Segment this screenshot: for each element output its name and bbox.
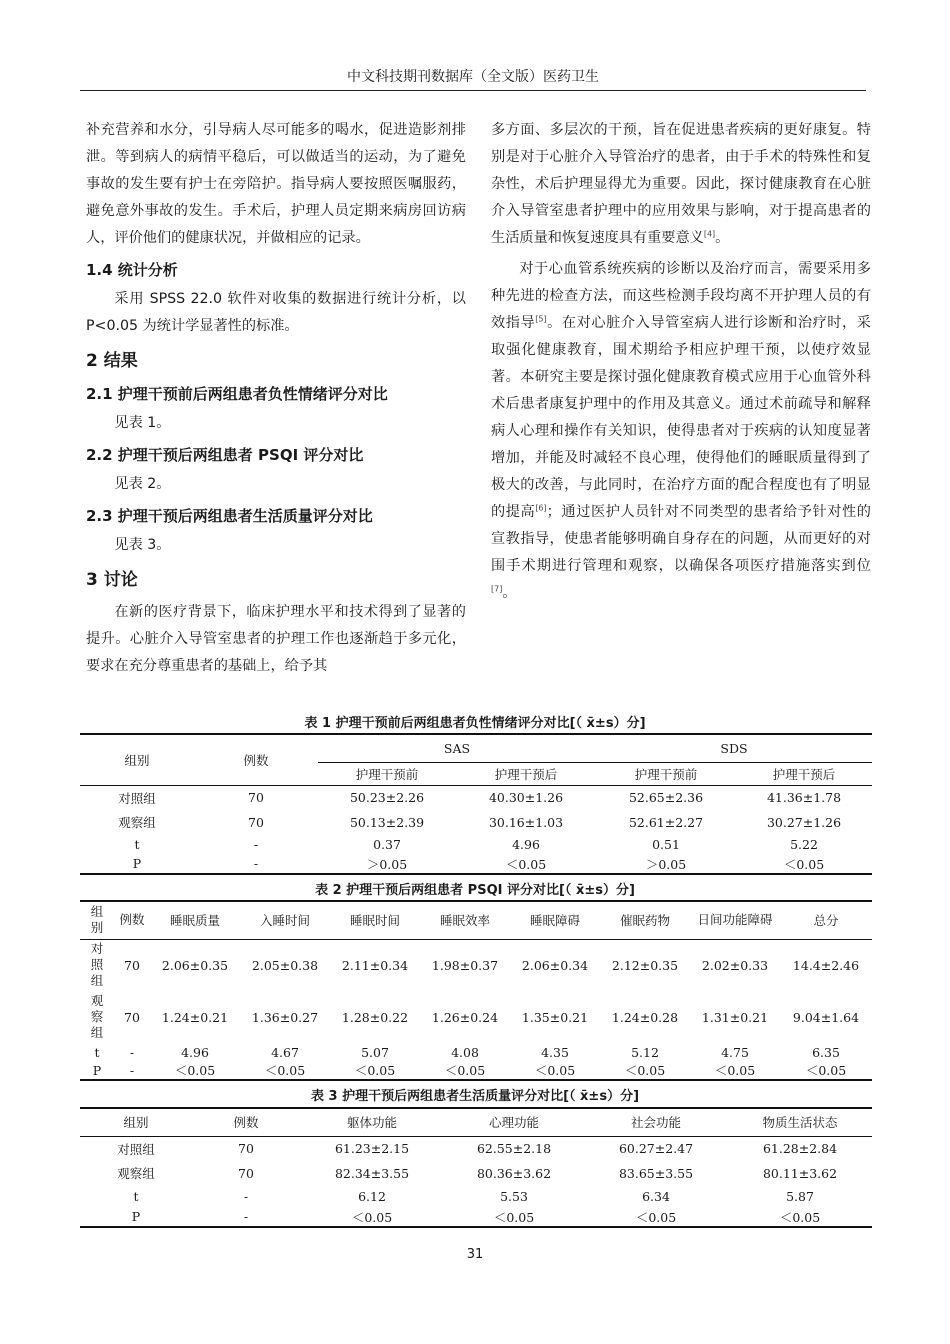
table-cell: 5.22 bbox=[790, 836, 818, 852]
table-cell: 4.08 bbox=[451, 1044, 479, 1060]
table2-header-cell: 睡眠效率 bbox=[439, 913, 490, 929]
table-cell: ＜0.05 bbox=[779, 1209, 821, 1225]
table-cell: 40.30±1.26 bbox=[488, 790, 564, 806]
table-row bbox=[80, 1185, 872, 1207]
table-cell: 1.24±0.21 bbox=[161, 1009, 229, 1025]
table-cell: 82.34±3.55 bbox=[334, 1165, 410, 1181]
table2-group-text: 观察组 bbox=[90, 993, 104, 1040]
section-2-3-heading: 2.3 护理干预后两组患者生活质量评分对比 bbox=[86, 507, 373, 525]
section-3-heading: 3 讨论 bbox=[86, 570, 138, 590]
table3 bbox=[80, 1107, 872, 1228]
left-column bbox=[86, 117, 466, 680]
table2-header-cell: 入睡时间 bbox=[259, 913, 310, 929]
table2-header-n bbox=[114, 901, 150, 939]
table-cell: t bbox=[134, 836, 140, 852]
paragraph-discussion-cont bbox=[491, 117, 871, 252]
table-row bbox=[80, 1136, 872, 1161]
table-row bbox=[80, 1043, 872, 1061]
table-cell bbox=[80, 939, 114, 991]
table-cell: 70 bbox=[124, 957, 140, 973]
table-cell: ＞0.05 bbox=[366, 856, 408, 872]
table-row bbox=[80, 834, 872, 854]
discussion-cont-text: 多方面、多层次的干预，旨在促进患者疾病的更好康复。特别是对于心脏介入导管治疗的患者，由于手术的特殊性和复杂性，术后护理显得尤为重要。因此，探讨健康教育在心脏介入导管室患者护理中的应用效果与影响，对于提高患者的生活质量和恢复速度具有重要意义 bbox=[491, 122, 871, 246]
table-cell: ＜0.05 bbox=[174, 1063, 216, 1078]
table-cell: 70 bbox=[248, 790, 264, 806]
table-cell: t bbox=[94, 1044, 100, 1060]
table-cell: 70 bbox=[124, 1009, 140, 1025]
table2-header-cell: 睡眠时间 bbox=[349, 913, 400, 929]
table-cell: - bbox=[243, 1188, 249, 1204]
table-cell: ＜0.05 bbox=[354, 1063, 396, 1078]
table1-header-n: 例数 bbox=[194, 734, 318, 785]
table-cell: 41.36±1.78 bbox=[766, 790, 842, 806]
table2-header-group bbox=[80, 901, 114, 939]
table-cell: 观察组 bbox=[118, 815, 156, 830]
table3-header-cell: 例数 bbox=[233, 1115, 259, 1131]
citation-6: [6] bbox=[535, 503, 547, 513]
table-cell: 9.04±1.64 bbox=[792, 1009, 860, 1025]
table-cell: P bbox=[131, 1209, 141, 1224]
table-cell: - bbox=[243, 1209, 249, 1224]
table-cell: 5.07 bbox=[361, 1044, 389, 1060]
table-cell: ＜0.05 bbox=[805, 1063, 847, 1078]
table-cell: - bbox=[129, 1062, 135, 1078]
table-cell: ＜0.05 bbox=[264, 1063, 306, 1078]
table-cell: 61.28±2.84 bbox=[762, 1141, 838, 1157]
table1-header-sas-pre: 护理干预前 bbox=[355, 766, 419, 782]
table-cell: ＜0.05 bbox=[505, 856, 547, 872]
table3-header-cell: 躯体功能 bbox=[346, 1115, 397, 1131]
section-2-heading: 2 结果 bbox=[86, 351, 138, 371]
table2-group-text: 对照组 bbox=[90, 941, 104, 989]
citation-4: [4] bbox=[703, 229, 716, 239]
section-1-4-heading: 1.4 统计分析 bbox=[86, 261, 178, 279]
table-cell: ＜0.05 bbox=[714, 1063, 756, 1078]
paragraph-2-1: 见表 1。 bbox=[114, 415, 171, 431]
table-cell: 30.16±1.03 bbox=[488, 814, 564, 830]
table-row bbox=[80, 991, 872, 1043]
paragraph-2-2: 见表 2。 bbox=[114, 476, 171, 492]
table-cell: 1.24±0.28 bbox=[611, 1009, 679, 1025]
table2-header-daytime bbox=[690, 901, 780, 939]
table-cell: 0.37 bbox=[373, 836, 401, 852]
citation-7: [7] bbox=[491, 584, 503, 594]
table-cell: 4.96 bbox=[512, 836, 540, 852]
paragraph-discussion: 在新的医疗背景下，临床护理水平和技术得到了显著的提升。心脏介入导管室患者的护理工作也逐渐趋于多元化，要求在充分尊重患者的基础上，给予其 bbox=[86, 604, 466, 674]
table-cell: 2.11±0.34 bbox=[341, 957, 409, 973]
table-cell: 70 bbox=[248, 814, 264, 830]
discussion-cont-end: 。 bbox=[715, 230, 730, 246]
table-cell: 2.02±0.33 bbox=[701, 957, 769, 973]
table-cell: - bbox=[253, 856, 259, 871]
table-cell: - bbox=[129, 1044, 135, 1060]
table-cell: ＜0.05 bbox=[635, 1209, 677, 1225]
table-cell: 30.27±1.26 bbox=[766, 814, 842, 830]
table3-header-cell: 物质生活状态 bbox=[762, 1115, 838, 1131]
table-cell: ＜0.05 bbox=[783, 856, 825, 872]
table2-header-daytime-text: 日间功能障碍 bbox=[697, 912, 773, 928]
table-cell: 1.36±0.27 bbox=[251, 1009, 319, 1025]
table-cell: 对照组 bbox=[118, 790, 156, 806]
table-cell: 50.13±2.39 bbox=[349, 814, 425, 830]
table2-header-cell: 睡眠障碍 bbox=[529, 913, 580, 929]
table2-header-n-text: 例数 bbox=[119, 912, 145, 928]
table2-header-cell: 总分 bbox=[813, 913, 839, 929]
table-cell: 80.11±3.62 bbox=[762, 1165, 838, 1181]
table-row bbox=[80, 810, 872, 834]
page-number: 31 bbox=[466, 1247, 484, 1262]
table-cell: 4.35 bbox=[541, 1044, 569, 1060]
table-cell: P bbox=[92, 1062, 102, 1078]
table-cell: 对照组 bbox=[117, 1141, 155, 1157]
section-2-1-heading: 2.1 护理干预前后两组患者负性情绪评分对比 bbox=[86, 385, 388, 403]
table-cell: 2.05±0.38 bbox=[251, 957, 319, 973]
table-cell: 70 bbox=[238, 1141, 254, 1157]
table3-header-cell: 组别 bbox=[123, 1115, 149, 1131]
table-cell: 80.36±3.62 bbox=[476, 1165, 552, 1181]
table-cell: 5.53 bbox=[500, 1188, 528, 1204]
paragraph-diagnosis bbox=[491, 256, 871, 607]
table-cell: ＜0.05 bbox=[493, 1209, 535, 1225]
table-cell: 52.65±2.36 bbox=[628, 790, 704, 806]
citation-5: [5] bbox=[535, 314, 547, 324]
diagnosis-text-end: 。 bbox=[502, 585, 517, 601]
table-cell: 2.06±0.35 bbox=[161, 957, 229, 973]
table1-header-sds-pre: 护理干预前 bbox=[634, 766, 698, 782]
table2-header-cell: 催眠药物 bbox=[619, 913, 670, 929]
table-cell: 4.96 bbox=[181, 1044, 209, 1060]
table2-header-cell: 睡眠质量 bbox=[169, 913, 220, 929]
paragraph-2-3: 见表 3。 bbox=[114, 537, 171, 553]
table-row bbox=[80, 1061, 872, 1080]
table-row bbox=[80, 1161, 872, 1185]
table-cell: 6.35 bbox=[812, 1044, 840, 1060]
table-cell: 70 bbox=[238, 1165, 254, 1181]
table-cell: 4.75 bbox=[721, 1044, 749, 1060]
header-rule bbox=[80, 90, 866, 91]
table1-header-sds-post: 护理干预后 bbox=[772, 766, 836, 782]
table-cell: 83.65±3.55 bbox=[618, 1165, 694, 1181]
table-cell: 1.31±0.21 bbox=[701, 1009, 769, 1025]
table-cell: 1.35±0.21 bbox=[521, 1009, 589, 1025]
table-cell: 2.12±0.35 bbox=[611, 957, 679, 973]
diagnosis-text-c: ；通过医护人员针对不同类型的患者给予针对性的宣教指导，使患者能够明确自身存在的问题，从而更好的对围手术期进行管理和观察，以确保各项医疗措施落实到位 bbox=[491, 504, 871, 574]
table-cell: 6.34 bbox=[642, 1188, 670, 1204]
table-cell: 52.61±2.27 bbox=[628, 814, 704, 830]
right-column bbox=[491, 117, 871, 607]
table-cell: ＜0.05 bbox=[534, 1063, 576, 1078]
table-cell: - bbox=[253, 836, 259, 852]
table-cell: ＞0.05 bbox=[645, 856, 687, 872]
table2 bbox=[80, 900, 872, 1081]
table3-caption: 表 3 护理干预后两组患者生活质量评分对比[（ x̄±s）分] bbox=[310, 1089, 640, 1104]
table-cell: ＜0.05 bbox=[351, 1209, 393, 1225]
table-cell: ＜0.05 bbox=[444, 1063, 486, 1078]
table-cell: 14.4±2.46 bbox=[792, 957, 860, 973]
table-row bbox=[80, 939, 872, 991]
table1-header-sas: SAS bbox=[318, 734, 596, 762]
table-cell: 5.12 bbox=[631, 1044, 659, 1060]
paragraph-nursing: 补充营养和水分，引导病人尽可能多的喝水，促进造影剂排泄。等到病人的病情平稳后，可以做适当的运动，为了避免事故的发生要有护士在旁陪护。指导病人要按照医嘱服药，避免意外事故的发生。手术后，护理人员定期来病房回访病人，评价他们的健康状况，并做相应的记录。 bbox=[86, 122, 466, 246]
table-row bbox=[80, 785, 872, 810]
diagnosis-text-b: 。在对心脏介入导管室病人进行诊断和治疗时，采取强化健康教育，围术期给予相应护理干预，以使疗效显著。本研究主要是探讨强化健康教育模式应用于心血管外科术后患者康复护理中的作用及其意义。通过术前疏导和解释病人心理和操作有关知识，使得患者对于疾病的认知度显著增加，并能及时减轻不良心理，使得他们的睡眠质量得到了极大的改善，与此同时，在治疗方面的配合程度也有了明显的提高 bbox=[491, 315, 871, 520]
table-cell: 1.28±0.22 bbox=[341, 1009, 409, 1025]
table-cell: 观察组 bbox=[117, 1166, 155, 1181]
table1-header-sas-post: 护理干预后 bbox=[494, 766, 558, 782]
table-cell: 1.98±0.37 bbox=[431, 957, 499, 973]
table2-caption: 表 2 护理干预后两组患者 PSQI 评分对比[（ x̄±s）分] bbox=[315, 883, 635, 898]
table-cell: 60.27±2.47 bbox=[618, 1141, 694, 1157]
table2-header-group-text: 组别 bbox=[90, 904, 104, 936]
diagnosis-text-a: 对于心血管系统疾病的诊断以及治疗而言，需要采用多种先进的检查方法，而这些检测手段均离不开护理人员的有效指导 bbox=[491, 261, 871, 331]
paragraph-statistics: 采用 SPSS 22.0 软件对收集的数据进行统计分析，以 P<0.05 为统计学显著性的标准。 bbox=[86, 291, 466, 334]
table1-header-sds: SDS bbox=[596, 734, 872, 762]
table-row bbox=[80, 1207, 872, 1227]
table-cell: 2.06±0.34 bbox=[521, 957, 589, 973]
table-cell: t bbox=[133, 1188, 139, 1204]
table1-caption: 表 1 护理干预前后两组患者负性情绪评分对比[（ x̄±s）分] bbox=[304, 716, 646, 731]
journal-header: 中文科技期刊数据库（全文版）医药卫生 bbox=[347, 69, 599, 85]
table-cell: ＜0.05 bbox=[624, 1063, 666, 1078]
table-row bbox=[80, 854, 872, 874]
table3-header-cell: 社会功能 bbox=[630, 1115, 681, 1131]
table-cell: 1.26±0.24 bbox=[431, 1009, 499, 1025]
table1-header-group: 组别 bbox=[80, 734, 194, 785]
table1 bbox=[80, 733, 872, 875]
table-cell: 6.12 bbox=[358, 1188, 386, 1204]
section-2-2-heading: 2.2 护理干预后两组患者 PSQI 评分对比 bbox=[86, 446, 364, 464]
table-cell: 0.51 bbox=[652, 836, 680, 852]
table-cell: 62.55±2.18 bbox=[476, 1141, 552, 1157]
table-cell: P bbox=[132, 856, 142, 871]
table3-header-cell: 心理功能 bbox=[488, 1115, 539, 1131]
table-cell bbox=[80, 991, 114, 1043]
table-cell: 5.87 bbox=[786, 1188, 814, 1204]
table-cell: 4.67 bbox=[271, 1044, 299, 1060]
table-cell: 50.23±2.26 bbox=[349, 790, 425, 806]
table-cell: 61.23±2.15 bbox=[334, 1141, 410, 1157]
